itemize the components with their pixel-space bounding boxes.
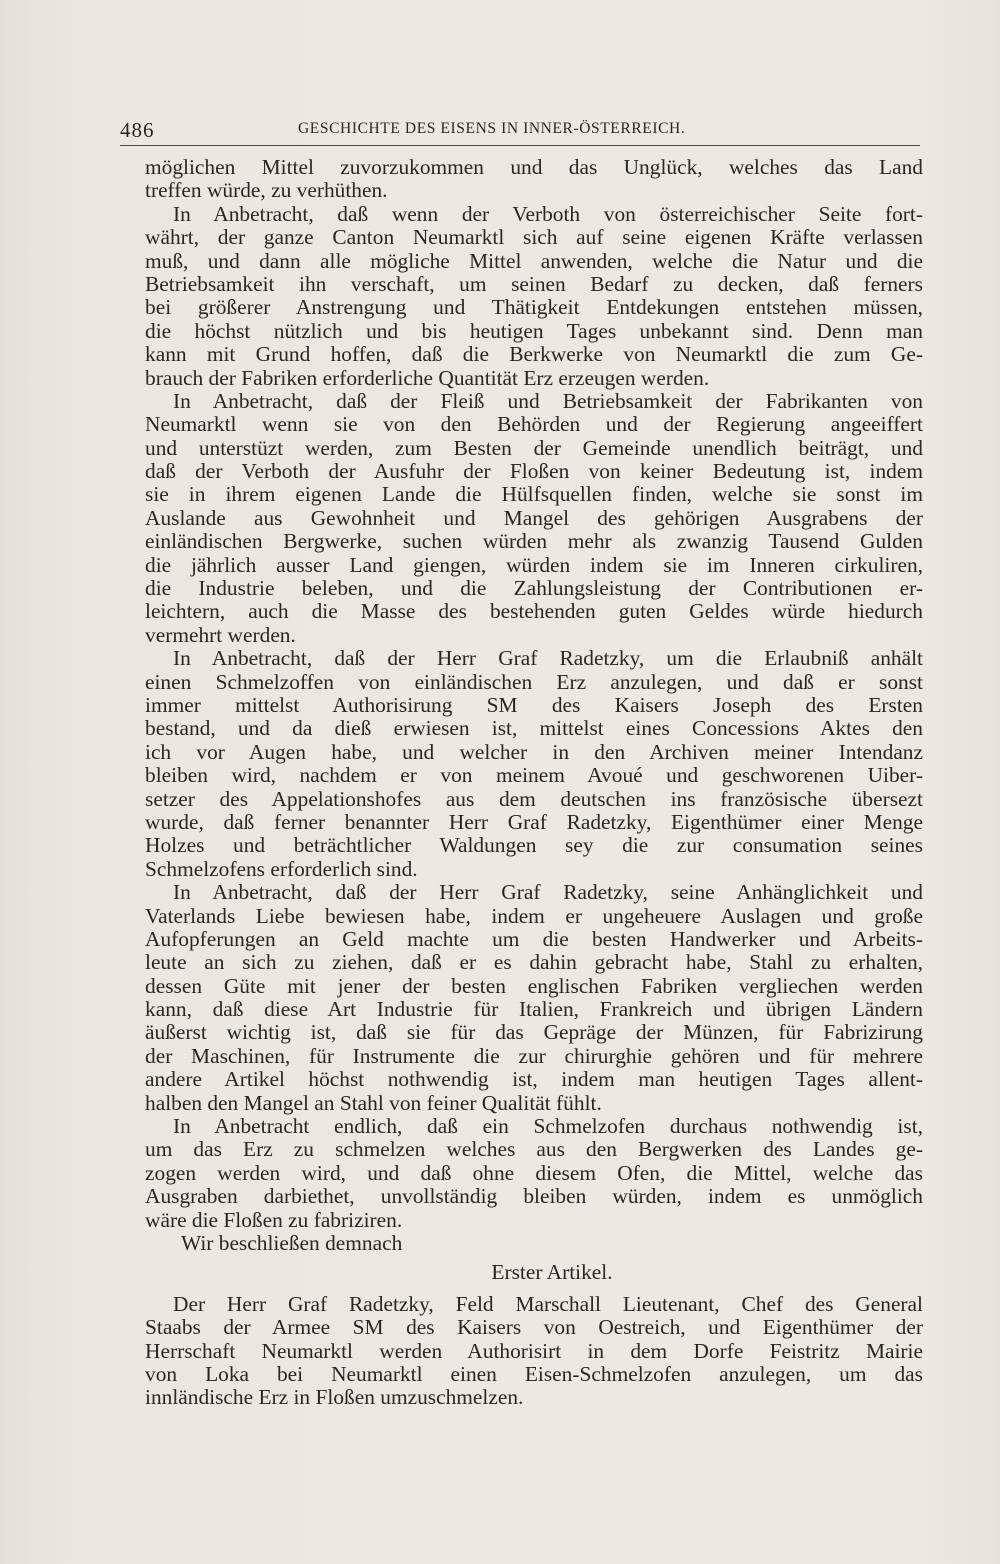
running-title: GESCHICHTE DES EISENS IN INNER-ÖSTERREICH. <box>298 120 686 137</box>
text-line: Neumarktl wenn sie von den Behörden und der Regierung angeeiffert <box>145 412 923 437</box>
text-line: die Industrie beleben, und die Zahlungsleistung der Contributionen er- <box>145 576 923 601</box>
text-line: halben den Mangel an Stahl von feiner Qualität fühlt. <box>145 1090 602 1115</box>
text-line: die höchst nützlich und bis heutigen Tages unbekannt sind. Denn man <box>145 318 923 343</box>
text-line: die jährlich ausser Land giengen, würden indem sie im Inneren cirkuliren, <box>145 552 923 577</box>
text-line: innländische Erz in Floßen umzuschmelzen. <box>145 1385 524 1410</box>
page-header <box>120 108 920 144</box>
text-line: Auslande aus Gewohnheit und Mangel des gehörigen Ausgrabens der <box>145 505 923 530</box>
text-line: Betriebsamkeit ihn verschaft, um seinen Bedarf zu decken, daß ferners <box>145 271 923 296</box>
text-line: von Loka bei Neumarktl einen Eisen-Schmelzofen anzulegen, um das <box>145 1361 923 1386</box>
text-line: ich vor Augen habe, und welcher in den Archiven meiner Intendanz <box>145 739 923 764</box>
text-line: währt, der ganze Canton Neumarktl sich auf seine eigenen Kräfte verlassen <box>145 225 923 250</box>
text-line: bestand, und da dieß erwiesen ist, mittelst eines Concessions Aktes den <box>145 716 923 741</box>
page-number: 486 <box>120 118 155 142</box>
text-line: treffen würde, zu verhüthen. <box>145 178 388 203</box>
text-line: andere Artikel höchst nothwendig ist, indem man heutigen Tages allent- <box>145 1067 923 1092</box>
text-line: leichtern, auch die Masse des bestehenden guten Geldes würde hiedurch <box>145 599 923 624</box>
text-line: leute an sich zu ziehen, daß er es dahin gebracht habe, Stahl zu erhalten, <box>145 950 923 975</box>
text-line: bei größerer Anstrengung und Thätigkeit Entdekungen entstehen müssen, <box>145 295 923 320</box>
text-line: Schmelzofens erforderlich sind. <box>145 856 418 881</box>
text-line: zogen werden wird, und daß ohne diesem Ofen, die Mittel, welche das <box>145 1160 923 1185</box>
header-rule <box>120 145 920 146</box>
text-line: Der Herr Graf Radetzky, Feld Marschall Lieutenant, Chef des General <box>173 1291 923 1316</box>
text-line: In Anbetracht, daß der Herr Graf Radetzky, seine Anhänglichkeit und <box>173 880 923 905</box>
text-line: vermehrt werden. <box>145 622 296 647</box>
text-line: In Anbetracht, daß wenn der Verboth von österreichischer Seite fort- <box>173 201 923 226</box>
text-line: wäre die Floßen zu fabriziren. <box>145 1207 403 1232</box>
text-line: wurde, daß ferner benannter Herr Graf Radetzky, Eigenthümer einer Menge <box>145 809 923 834</box>
text-line: Herrschaft Neumarktl werden Authorisirt in dem Dorfe Feistritz Mairie <box>145 1338 923 1363</box>
text-line: In Anbetracht endlich, daß ein Schmelzofen durchaus nothwendig ist, <box>173 1114 923 1139</box>
text-line: Staabs der Armee SM des Kaisers von Oestreich, und Eigenthümer der <box>145 1315 923 1340</box>
text-line: kann, daß diese Art Industrie für Italien, Frankreich und übrigen Ländern <box>145 997 923 1022</box>
text-line: Wir beschließen demnach <box>181 1230 403 1255</box>
text-line: bleiben wird, nachdem er von meinem Avoué und geschworenen Uiber- <box>145 763 923 788</box>
text-line: möglichen Mittel zuvorzukommen und das Unglück, welches das Land <box>145 155 923 179</box>
text-line: Vaterlands Liebe bewiesen habe, indem er ungeheuere Auslagen und große <box>145 903 923 928</box>
text-line: Ausgraben darbiethet, unvollständig bleiben würden, indem es unmöglich <box>145 1184 923 1209</box>
text-line: brauch der Fabriken erforderliche Quantität Erz erzeugen werden. <box>145 365 710 390</box>
text-line: setzer des Appelationshofes aus dem deutschen ins französische übersezt <box>145 786 923 811</box>
text-line: In Anbetracht, daß der Herr Graf Radetzky, um die Erlaubniß anhält <box>173 646 923 671</box>
article-heading: Erster Artikel. <box>491 1260 613 1285</box>
body-text <box>145 156 923 1410</box>
text-line: dessen Güte mit jener der besten englischen Fabriken vergliechen werden <box>145 973 923 998</box>
text-line: und unterstüzt werden, zum Besten der Gemeinde unendlich beiträgt, und <box>145 435 923 460</box>
text-line: einen Schmelzoffen von einländischen Erz anzulegen, und daß er sonst <box>145 669 923 694</box>
text-line: Aufopferungen an Geld machte um die besten Handwerker und Arbeits- <box>145 926 923 951</box>
text-line: der Maschinen, für Instrumente die zur chirurghie gehören und für mehrere <box>145 1043 923 1068</box>
text-line: sie in ihrem eigenen Lande die Hülfsquellen finden, welche sie sonst im <box>145 482 923 507</box>
text-line: äußerst wichtig ist, daß sie für das Gepräge der Münzen, für Fabrizirung <box>145 1020 923 1045</box>
text-line: um das Erz zu schmelzen welches aus den Bergwerken des Landes ge- <box>145 1137 923 1162</box>
text-line: kann mit Grund hoffen, daß die Berkwerke von Neumarktl die zum Ge- <box>145 342 923 367</box>
text-line: einländischen Bergwerke, suchen würden mehr als zwanzig Tausend Gulden <box>145 529 923 554</box>
text-line: immer mittelst Authorisirung SM des Kaisers Joseph des Ersten <box>145 692 923 717</box>
text-line: In Anbetracht, daß der Fleiß und Betriebsamkeit der Fabrikanten von <box>173 388 923 413</box>
text-line: Holzes und beträchtlicher Waldungen sey die zur consumation seines <box>145 833 923 858</box>
text-line: muß, und dann alle mögliche Mittel anwenden, welche die Natur und die <box>145 248 923 273</box>
text-line: daß der Verboth der Ausfuhr der Floßen von keiner Bedeutung ist, indem <box>145 459 923 484</box>
